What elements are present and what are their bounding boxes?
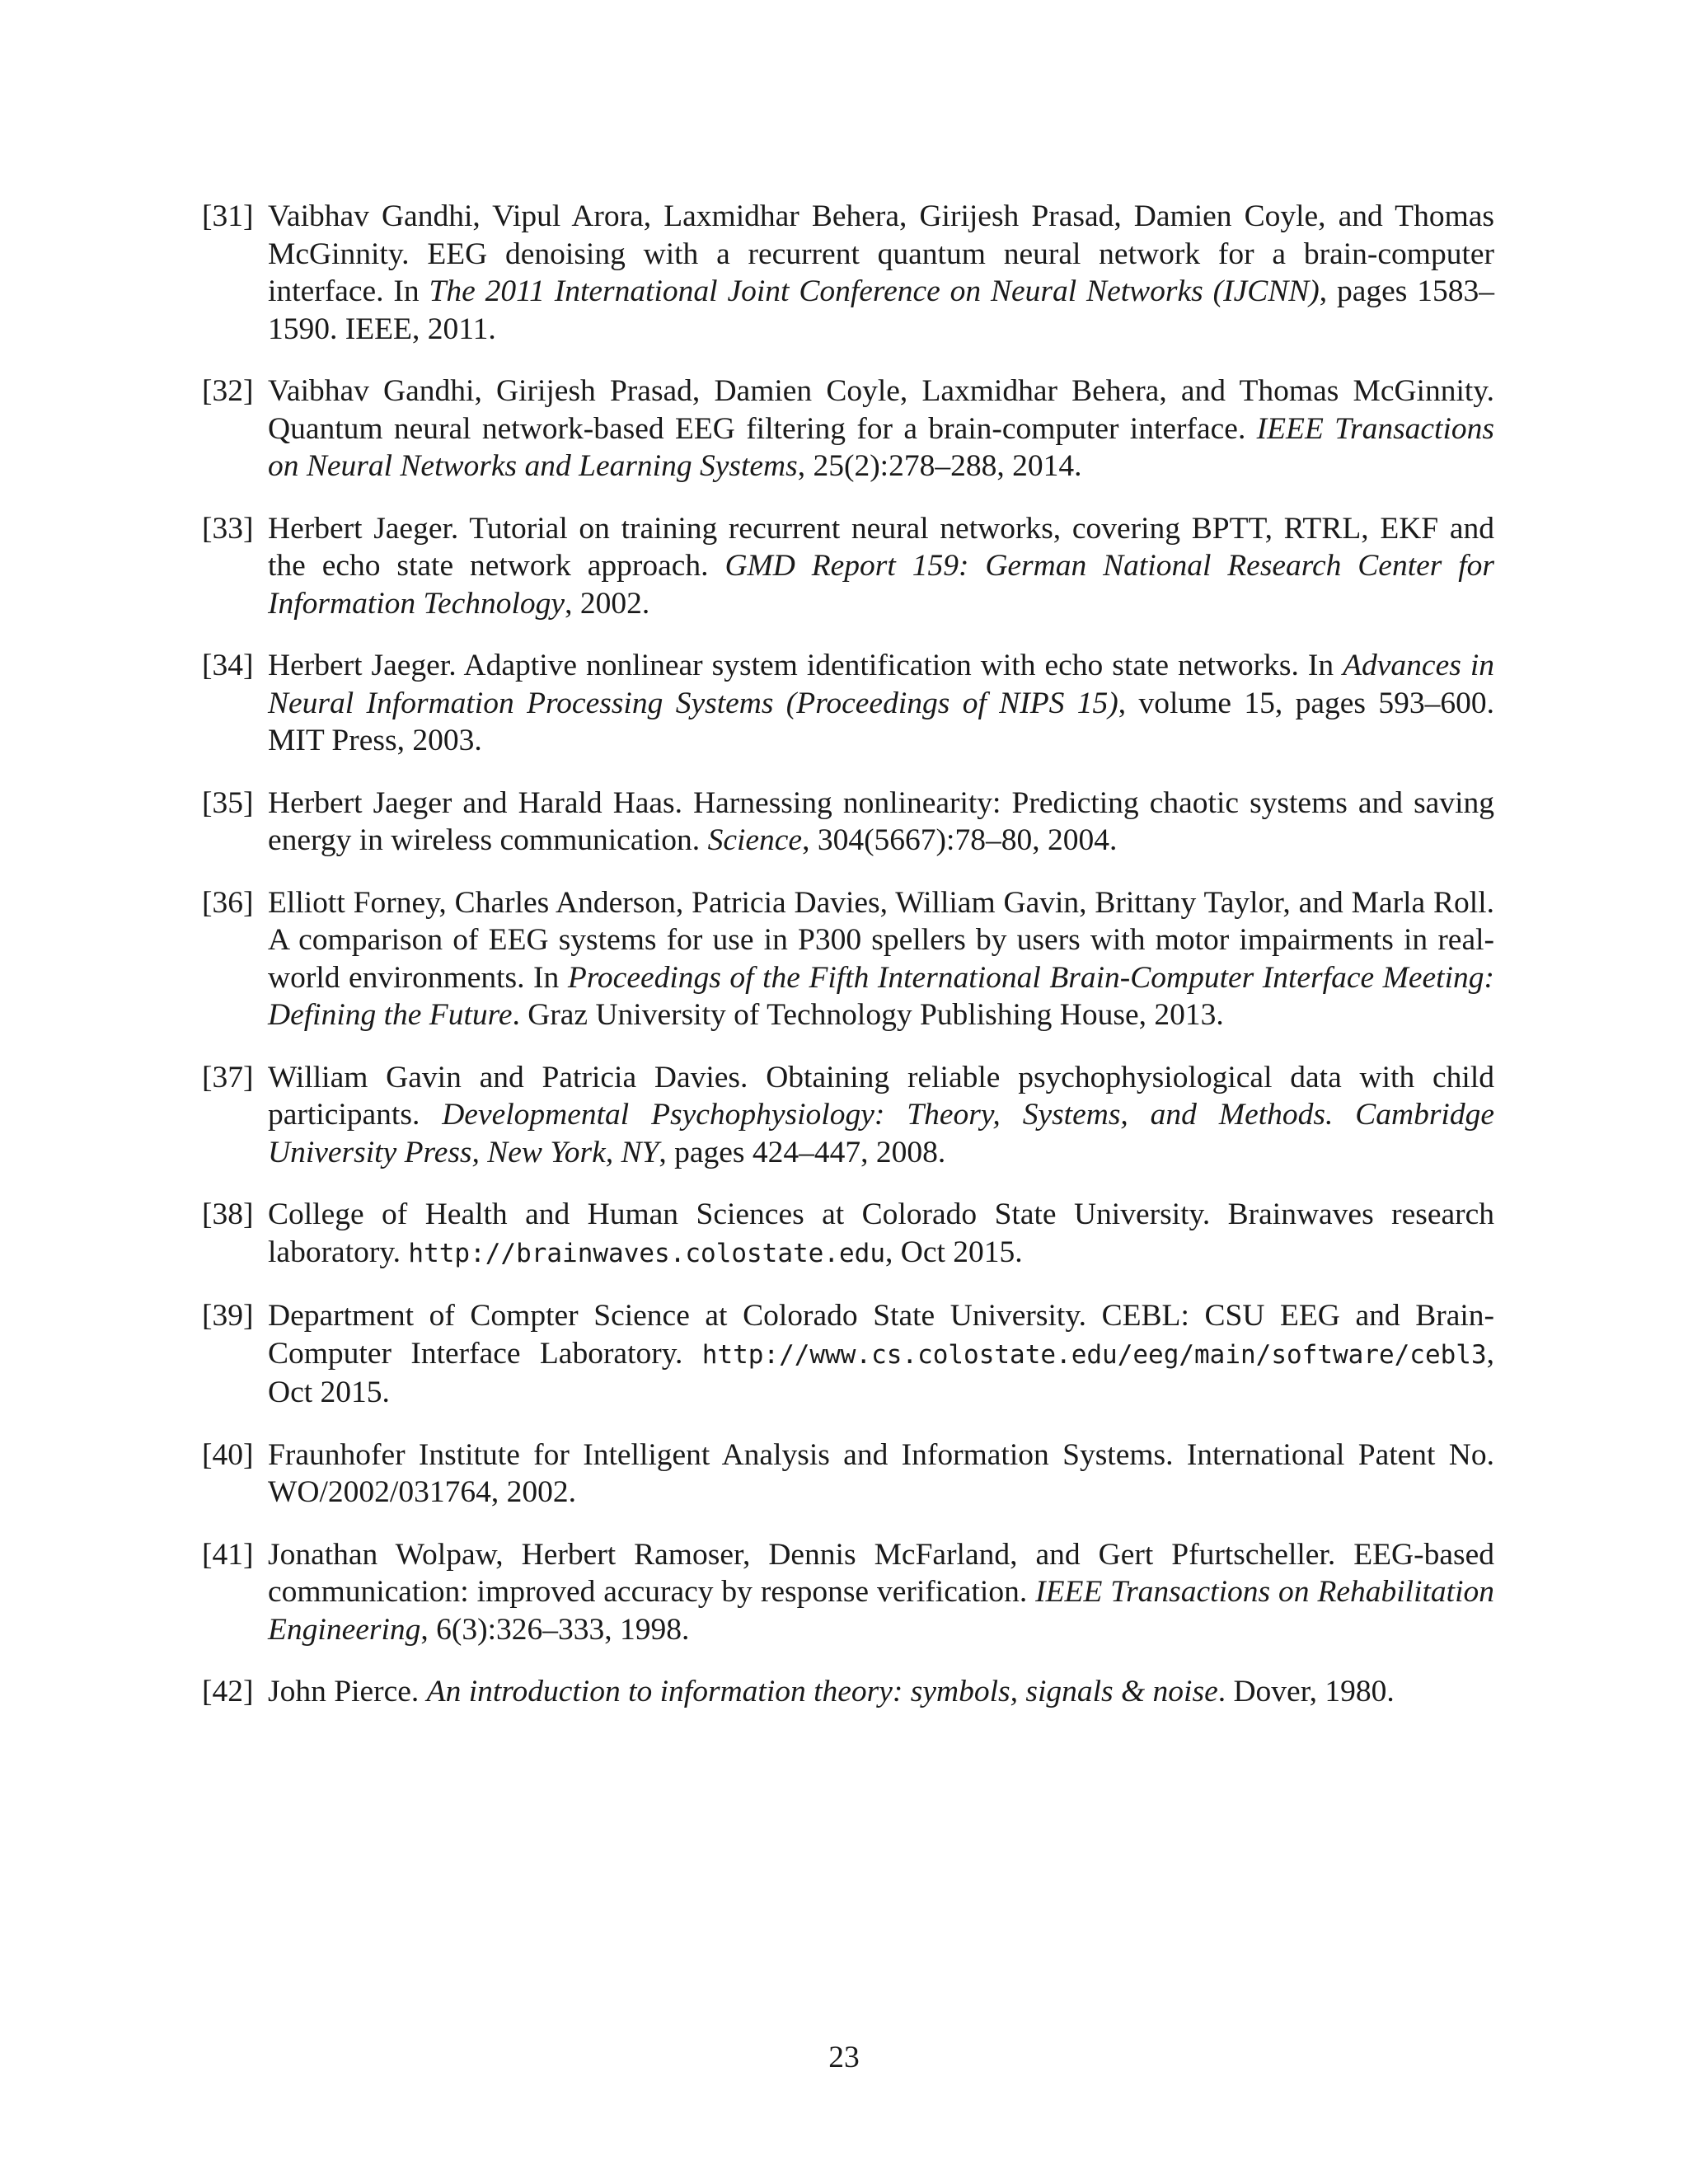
reference-text-run: Department of Compter Science at Colorado State University. CEBL: CSU EEG and Brain-Computer Interface Laboratory. (268, 1299, 1494, 1371)
reference-number: [39] (202, 1299, 254, 1333)
reference-list (202, 198, 1494, 1736)
reference-text-run: Herbert Jaeger. Tutorial on training recurrent neural networks, covering BPTT, RTRL, EKF and the echo state network approach. (268, 511, 1494, 583)
reference-text-run: Vaibhav Gandhi, Girijesh Prasad, Damien Coyle, Laxmidhar Behera, and Thomas McGinnity. Quantum neural network-based EEG filtering for a brain-computer interface. (268, 374, 1494, 446)
reference-entry (202, 1297, 1494, 1412)
reference-text-run: , 6(3):326–333, 1998. (420, 1612, 690, 1647)
reference-text (268, 1673, 1494, 1711)
reference-text (268, 647, 1494, 760)
reference-text-run: . Dover, 1980. (1217, 1675, 1395, 1708)
reference-venue: IEEE Transactions on Rehabilitation Engineering (268, 1575, 1495, 1647)
reference-number: [41] (202, 1537, 254, 1572)
reference-text (268, 1436, 1494, 1511)
reference-entry (202, 510, 1494, 623)
reference-number: [32] (202, 374, 254, 408)
reference-number: [34] (202, 649, 254, 682)
reference-text-run: , 2002. (565, 586, 650, 621)
reference-text (268, 1196, 1494, 1272)
reference-text-run: William Gavin and Patricia Davies. Obtaining reliable psychophysiological data with child participants. (268, 1060, 1494, 1132)
reference-text (268, 373, 1494, 485)
reference-venue: Developmental Psychophysiology: Theory, Systems, and Methods. Cambridge University Press, New York, NY (268, 1098, 1494, 1169)
reference-text-run: , pages 424–447, 2008. (659, 1135, 946, 1169)
reference-text-run: John Pierce. (268, 1675, 427, 1708)
reference-text-run: . Graz University of Technology Publishing House, 2013. (512, 998, 1224, 1032)
reference-entry (202, 884, 1494, 1034)
reference-entry (202, 1673, 1494, 1711)
reference-text-run: , Oct 2015. (885, 1235, 1023, 1269)
reference-text-run: College of Health and Human Sciences at Colorado State University. Brainwaves research laboratory. (268, 1197, 1494, 1269)
reference-venue: The 2011 International Joint Conference on Neural Networks (IJCNN) (429, 274, 1320, 308)
reference-url: http://www.cs.colostate.edu/eeg/main/software/cebl3 (701, 1339, 1487, 1370)
reference-text (268, 1297, 1494, 1412)
reference-entry (202, 1196, 1494, 1272)
reference-text-run: Elliott Forney, Charles Anderson, Patricia Davies, William Gavin, Brittany Taylor, and Marla Roll. A comparison of EEG systems for use in P300 spellers by users with motor impairments in real-world environments. In (268, 885, 1494, 995)
reference-number: [31] (202, 199, 254, 233)
reference-text (268, 1536, 1494, 1649)
reference-entry (202, 198, 1494, 348)
reference-entry (202, 373, 1494, 485)
reference-venue: GMD Report 159: German National Research Center for Information Technology (268, 549, 1494, 621)
reference-text-run: , 25(2):278–288, 2014. (797, 449, 1082, 483)
reference-number: [38] (202, 1197, 254, 1231)
reference-text-run: Fraunhofer Institute for Intelligent Analysis and Information Systems. International Patent No. WO/2002/031764, 2002. (268, 1437, 1494, 1509)
reference-text-run: Herbert Jaeger and Harald Haas. Harnessing nonlinearity: Predicting chaotic systems and saving energy in wireless communication. (268, 785, 1494, 857)
reference-number: [36] (202, 885, 254, 920)
reference-text-run: , pages 1583–1590. IEEE, 2011. (268, 274, 1494, 346)
reference-venue: IEEE Transactions on Neural Networks and Learning Systems (268, 411, 1494, 483)
reference-text-run: Herbert Jaeger. Adaptive nonlinear system identification with echo state networks. In (268, 649, 1343, 682)
reference-text (268, 884, 1494, 1034)
reference-entry (202, 647, 1494, 760)
reference-text (268, 510, 1494, 623)
reference-venue: Proceedings of the Fifth International Brain-Computer Interface Meeting: Defining the Future (268, 960, 1494, 1032)
reference-text (268, 1059, 1494, 1172)
reference-text-run: Vaibhav Gandhi, Vipul Arora, Laxmidhar Behera, Girijesh Prasad, Damien Coyle, and Thomas McGinnity. EEG denoising with a recurrent quantum neural network for a brain-computer interface. In (268, 199, 1494, 308)
reference-venue: Science (707, 823, 803, 857)
reference-url: http://brainwaves.colostate.edu (408, 1238, 885, 1268)
reference-number: [40] (202, 1437, 254, 1472)
reference-number: [42] (202, 1675, 254, 1708)
reference-entry (202, 1436, 1494, 1511)
reference-text-run: , 304(5667):78–80, 2004. (802, 823, 1118, 857)
reference-number: [33] (202, 511, 254, 546)
page-number: 23 (828, 2041, 860, 2074)
reference-entry (202, 1059, 1494, 1172)
reference-venue: Advances in Neural Information Processing Systems (Proceedings of NIPS 15) (268, 649, 1494, 720)
reference-number: [35] (202, 785, 254, 820)
reference-entry (202, 1536, 1494, 1649)
reference-text-run: Jonathan Wolpaw, Herbert Ramoser, Dennis McFarland, and Gert Pfurtscheller. EEG-based communication: improved accuracy by response verification. (268, 1537, 1494, 1609)
reference-number: [37] (202, 1060, 254, 1094)
reference-entry (202, 785, 1494, 860)
reference-text-run: , volume 15, pages 593–600. MIT Press, 2003. (268, 686, 1494, 757)
reference-text-run: , Oct 2015. (268, 1336, 1494, 1409)
reference-text (268, 785, 1494, 860)
reference-text (268, 198, 1494, 348)
reference-venue: An introduction to information theory: symbols, signals & noise (426, 1675, 1218, 1708)
